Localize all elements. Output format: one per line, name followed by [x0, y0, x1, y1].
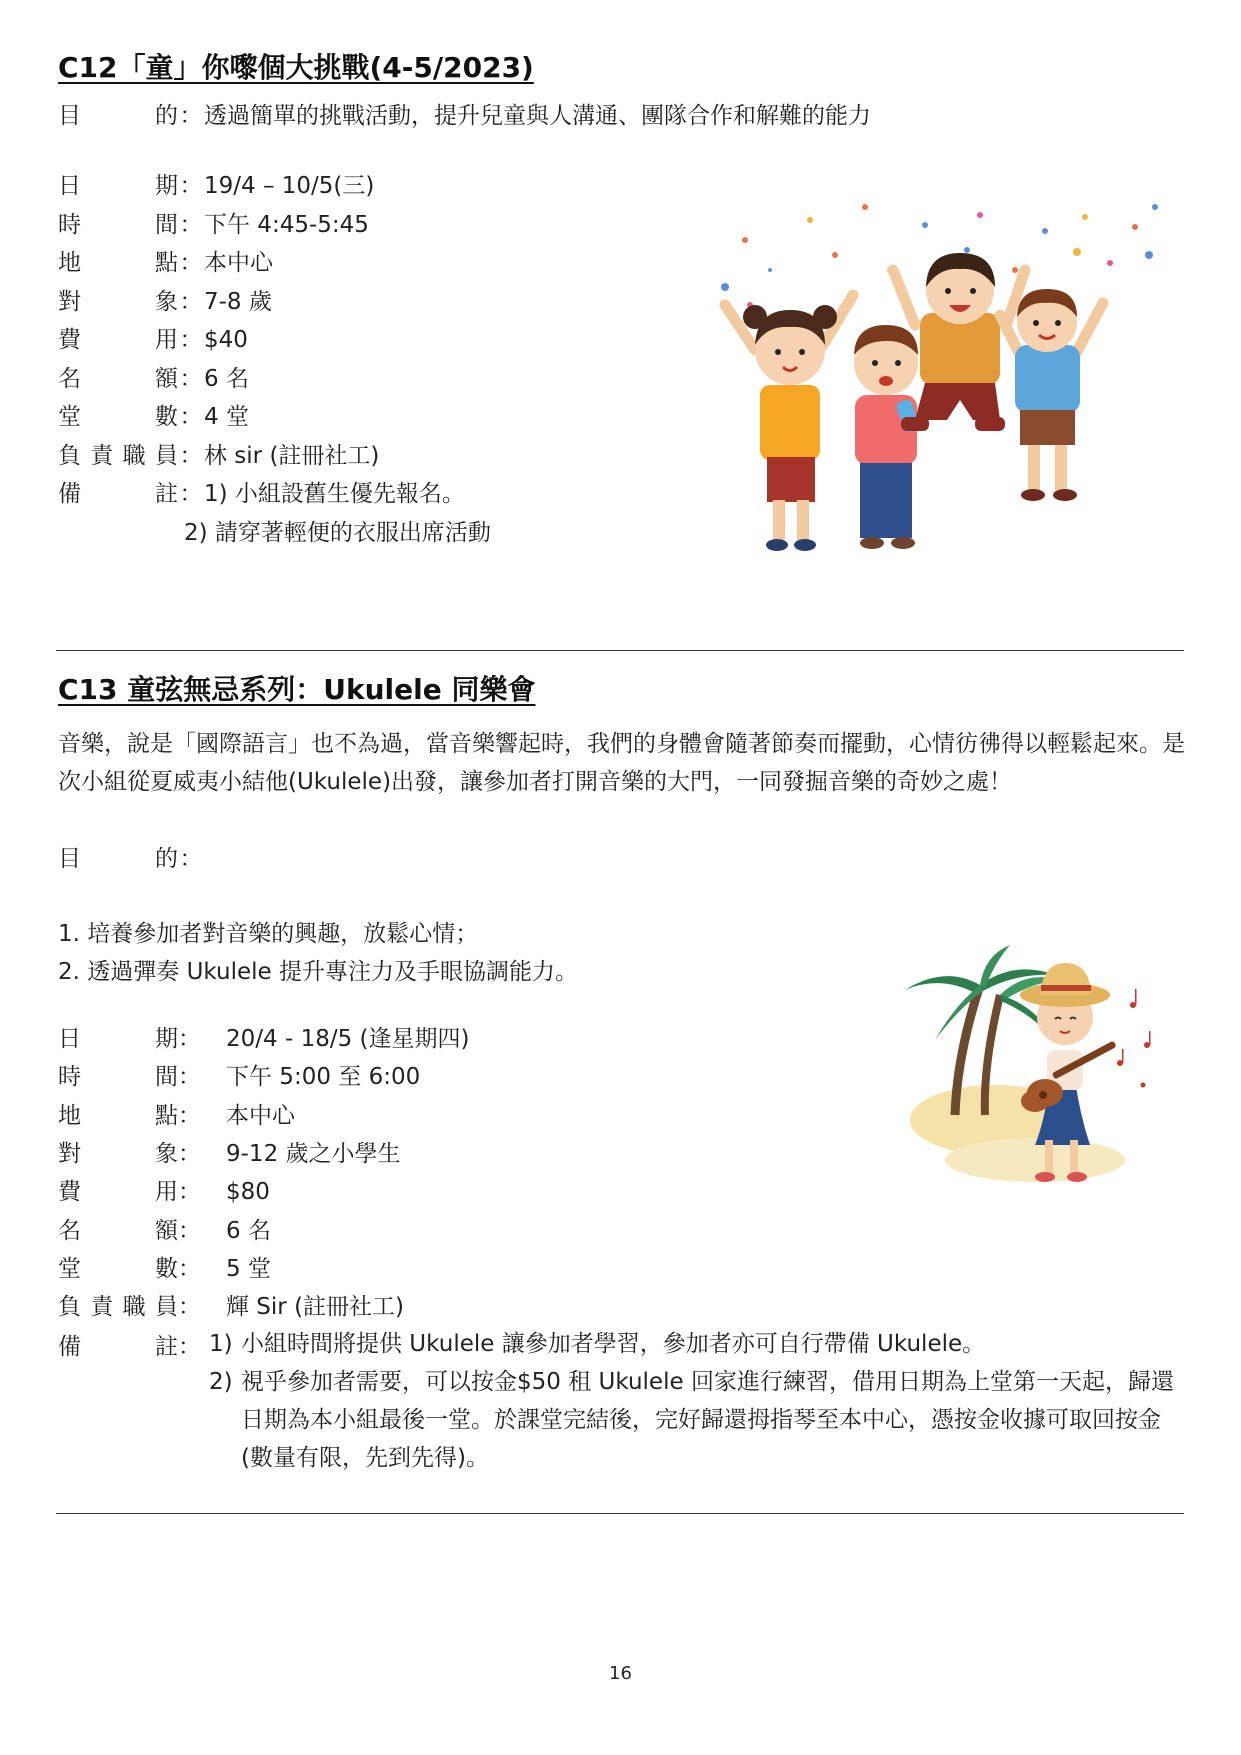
c13-detail-label: 日期 — [58, 1026, 178, 1052]
page-number: 16 — [609, 1663, 632, 1684]
c13-detail-colon: ： — [178, 1026, 201, 1052]
c13-title: C13 童弦無忌系列：Ukulele 同樂會 — [58, 673, 536, 706]
c12-detail-value: 6 名 — [204, 365, 249, 392]
c13-detail-row — [58, 1250, 271, 1283]
c13-intro: 音樂，說是「國際語言」也不為過，當音樂響起時，我們的身體會隨著節奏而擺動，心情彷彿得以輕鬆起來。是次小組從夏威夷小結他(Ukulele)出發，讓參加者打開音樂的大門，一同發掘音樂的奇妙之處！ — [58, 731, 1185, 795]
c12-detail-row — [58, 321, 248, 354]
c13-remarks-label: 備註 — [58, 1334, 178, 1360]
c13-remark-1-num: 1) — [209, 1331, 233, 1357]
c13-detail-row — [58, 1288, 404, 1321]
c13-detail-value: 20/4 - 18/5 (逢星期四) — [226, 1026, 470, 1052]
divider-2 — [56, 1513, 1184, 1514]
c13-detail-colon: ： — [178, 1217, 201, 1244]
c13-detail-value: 輝 Sir (註冊社工) — [226, 1294, 405, 1321]
c12-remark-1: 1) 小組設舊生優先報名。 — [204, 481, 465, 507]
c12-purpose-label: 目的 — [58, 103, 178, 129]
c13-purpose-row: 目的： — [58, 840, 204, 873]
c13-detail-colon: ： — [178, 1179, 201, 1206]
c12-detail-label: 對象 — [58, 288, 178, 315]
girl-left-icon — [725, 295, 853, 551]
boy-crying-icon — [854, 325, 921, 549]
c13-remark-2-num: 2) — [209, 1369, 233, 1395]
children-cheering-illustration — [715, 195, 1175, 555]
c13-remark-1: 小組時間將提供 Ukulele 讓參加者學習，參加者亦可自行帶備 Ukulele。 — [241, 1331, 986, 1357]
c12-detail-label: 負責職員 — [58, 442, 178, 469]
c12-detail-colon: ： — [179, 250, 203, 276]
c13-detail-value: 本中心 — [226, 1102, 295, 1129]
c12-remarks-label: 備註 — [58, 481, 178, 507]
c12-detail-value: 4 堂 — [204, 404, 249, 430]
c13-detail-colon: ： — [178, 1294, 201, 1321]
c13-remarks-row: 備註： — [58, 1328, 226, 1361]
c13-detail-colon: ： — [178, 1102, 201, 1129]
c13-detail-label: 地點 — [58, 1102, 178, 1129]
c12-purpose-row: 目的：透過簡單的挑戰活動，提升兒童與人溝通、團隊合作和解難的能力 — [58, 97, 871, 130]
c13-detail-value: $80 — [226, 1179, 270, 1206]
c13-detail-label: 名額 — [58, 1217, 178, 1244]
c13-detail-row — [58, 1058, 420, 1091]
c13-detail-colon: ： — [178, 1255, 201, 1282]
c12-detail-value: 7-8 歲 — [204, 288, 272, 315]
divider-1 — [56, 650, 1184, 651]
c13-detail-row — [58, 1135, 401, 1168]
c12-detail-colon: ： — [179, 327, 203, 353]
c12-detail-colon: ： — [179, 288, 203, 315]
c12-detail-value: 19/4 – 10/5(三) — [204, 173, 375, 199]
c12-detail-value: $40 — [204, 327, 248, 353]
c13-detail-value: 下午 5:00 至 6:00 — [226, 1064, 421, 1091]
c12-detail-colon: ： — [179, 404, 203, 430]
c12-purpose-value: 透過簡單的挑戰活動，提升兒童與人溝通、團隊合作和解難的能力 — [204, 103, 871, 129]
c13-detail-colon: ： — [178, 1140, 201, 1167]
c12-detail-label: 費用 — [58, 327, 178, 353]
c13-detail-value: 6 名 — [226, 1217, 271, 1244]
c12-detail-row — [58, 206, 369, 239]
c12-detail-colon: ： — [179, 211, 203, 238]
c12-detail-row — [58, 167, 374, 200]
c13-detail-row — [58, 1020, 469, 1053]
c12-remarks-row: 備註：1) 小組設舊生優先報名。 — [58, 475, 465, 508]
c12-detail-row — [58, 244, 273, 277]
c13-purpose-2: 2. 透過彈奏 Ukulele 提升專注力及手眼協調能力。 — [58, 959, 578, 985]
c12-detail-label: 名額 — [58, 365, 178, 392]
c12-detail-row — [58, 437, 379, 470]
c13-purpose-label: 目的 — [58, 846, 178, 872]
c12-title: C12「童」你嚟個大挑戰(4-5/2023) — [58, 51, 534, 84]
c13-detail-label: 費用 — [58, 1179, 178, 1206]
boy-right-icon — [1000, 289, 1103, 501]
c13-detail-row — [58, 1212, 271, 1245]
c12-detail-value: 本中心 — [204, 250, 273, 276]
c13-detail-row — [58, 1097, 295, 1130]
c12-detail-row — [58, 283, 272, 316]
c13-detail-row — [58, 1173, 270, 1206]
c12-detail-row — [58, 360, 249, 393]
c13-detail-colon: ： — [178, 1064, 201, 1091]
c12-detail-label: 時間 — [58, 211, 178, 238]
c13-purpose-1: 1. 培養參加者對音樂的興趣，放鬆心情； — [58, 921, 479, 947]
c12-detail-row — [58, 398, 249, 431]
c12-detail-label: 堂數 — [58, 404, 178, 430]
c12-detail-colon: ： — [179, 365, 203, 392]
c12-detail-value: 下午 4:45-5:45 — [204, 211, 369, 238]
c13-detail-label: 對象 — [58, 1140, 178, 1167]
c12-detail-value: 林 sir (註冊社工) — [204, 442, 380, 469]
music-notes-icon — [1117, 989, 1151, 1088]
c12-remark-2: 2) 請穿著輕便的衣服出席活動 — [184, 520, 491, 546]
girl-playing-ukulele-illustration — [885, 945, 1175, 1195]
c13-detail-label: 堂數 — [58, 1255, 178, 1282]
c12-detail-label: 地點 — [58, 250, 178, 276]
c12-detail-colon: ： — [179, 442, 203, 469]
c13-detail-value: 5 堂 — [226, 1255, 271, 1282]
c13-detail-label: 負責職員 — [58, 1294, 178, 1321]
c12-detail-colon: ： — [179, 173, 203, 199]
c13-detail-value: 9-12 歲之小學生 — [226, 1140, 401, 1167]
c13-remark-2: 視乎參加者需要，可以按金$50 租 Ukulele 回家進行練習，借用日期為上堂第一天起，歸還日期為本小組最後一堂。於課堂完結後，完好歸還拇指琴至本中心，憑按金收據可取回按金(數量有限，先到先得)。 — [241, 1369, 1174, 1471]
c12-detail-label: 日期 — [58, 173, 178, 199]
c13-detail-label: 時間 — [58, 1064, 178, 1091]
